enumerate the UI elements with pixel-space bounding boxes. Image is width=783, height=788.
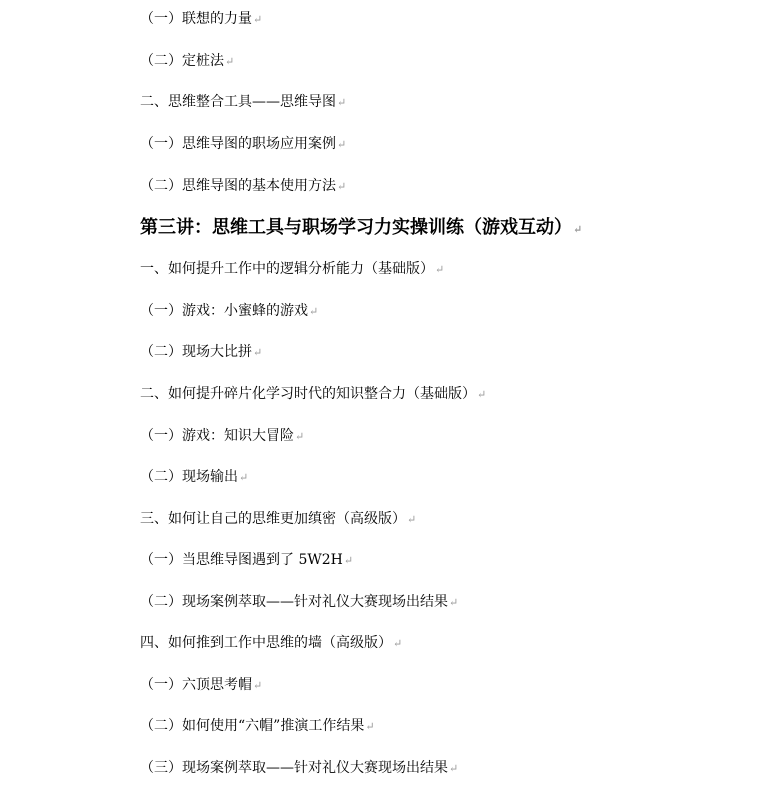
paragraph-mark-icon: ↵ <box>253 679 263 692</box>
line-5 <box>140 177 346 195</box>
line-text: （一）当思维导图遇到了 5W2H <box>140 552 343 568</box>
paragraph-mark-icon: ↵ <box>337 96 347 109</box>
paragraph-mark-icon: ↵ <box>225 55 235 68</box>
paragraph-mark-icon: ↵ <box>337 138 347 151</box>
line-text: 四、如何推到工作中思维的墙（高级版） <box>140 635 392 651</box>
paragraph-mark-icon: ↵ <box>393 637 403 650</box>
paragraph-mark-icon: ↵ <box>449 596 459 609</box>
line-text: 三、如何让自己的思维更加缜密（高级版） <box>140 511 406 527</box>
line-14 <box>140 551 353 569</box>
line-text: （一）游戏：小蜜蜂的游戏 <box>140 303 308 319</box>
line-text: （一）游戏：知识大冒险 <box>140 428 294 444</box>
line-text: 二、思维整合工具——思维导图 <box>140 94 336 110</box>
line-13 <box>140 510 416 528</box>
paragraph-mark-icon: ↵ <box>435 263 445 276</box>
line-10 <box>140 385 486 403</box>
line-text: （三）现场案例萃取——针对礼仪大赛现场出结果 <box>140 760 448 776</box>
paragraph-mark-icon: ↵ <box>573 223 583 236</box>
line-text: 一、如何提升工作中的逻辑分析能力（基础版） <box>140 261 434 277</box>
line-16 <box>140 634 402 652</box>
line-text: （二）如何使用“六帽”推演工作结果 <box>140 718 365 734</box>
line-9 <box>140 343 262 361</box>
paragraph-mark-icon: ↵ <box>309 305 319 318</box>
line-text: （一）六顶思考帽 <box>140 677 252 693</box>
paragraph-mark-icon: ↵ <box>253 346 263 359</box>
line-text: （一）思维导图的职场应用案例 <box>140 136 336 152</box>
line-11 <box>140 427 304 445</box>
line-text: （二）现场输出 <box>140 469 238 485</box>
line-12 <box>140 468 248 486</box>
paragraph-mark-icon: ↵ <box>253 13 263 26</box>
paragraph-mark-icon: ↵ <box>343 554 354 567</box>
line-8 <box>140 302 318 320</box>
heading-text: 第三讲：思维工具与职场学习力实操训练（游戏互动） <box>140 217 572 238</box>
line-18 <box>140 717 375 735</box>
line-17 <box>140 676 262 694</box>
line-text: （二）定桩法 <box>140 53 224 69</box>
line-text: 二、如何提升碎片化学习时代的知识整合力（基础版） <box>140 386 476 402</box>
line-4 <box>140 135 346 153</box>
paragraph-mark-icon: ↵ <box>477 388 487 401</box>
line-2 <box>140 52 234 70</box>
line-text: （二）思维导图的基本使用方法 <box>140 178 336 194</box>
paragraph-mark-icon: ↵ <box>337 180 347 193</box>
line-text: （二）现场大比拼 <box>140 344 252 360</box>
section-heading <box>140 216 582 240</box>
line-text: （二）现场案例萃取——针对礼仪大赛现场出结果 <box>140 594 448 610</box>
line-19 <box>140 759 458 777</box>
line-3 <box>140 93 346 111</box>
paragraph-mark-icon: ↵ <box>449 762 459 775</box>
paragraph-mark-icon: ↵ <box>365 720 375 733</box>
line-1 <box>140 10 262 28</box>
line-text: （一）联想的力量 <box>140 11 252 27</box>
paragraph-mark-icon: ↵ <box>239 471 249 484</box>
line-15 <box>140 593 458 611</box>
paragraph-mark-icon: ↵ <box>407 513 417 526</box>
paragraph-mark-icon: ↵ <box>295 430 305 443</box>
line-7 <box>140 260 444 278</box>
